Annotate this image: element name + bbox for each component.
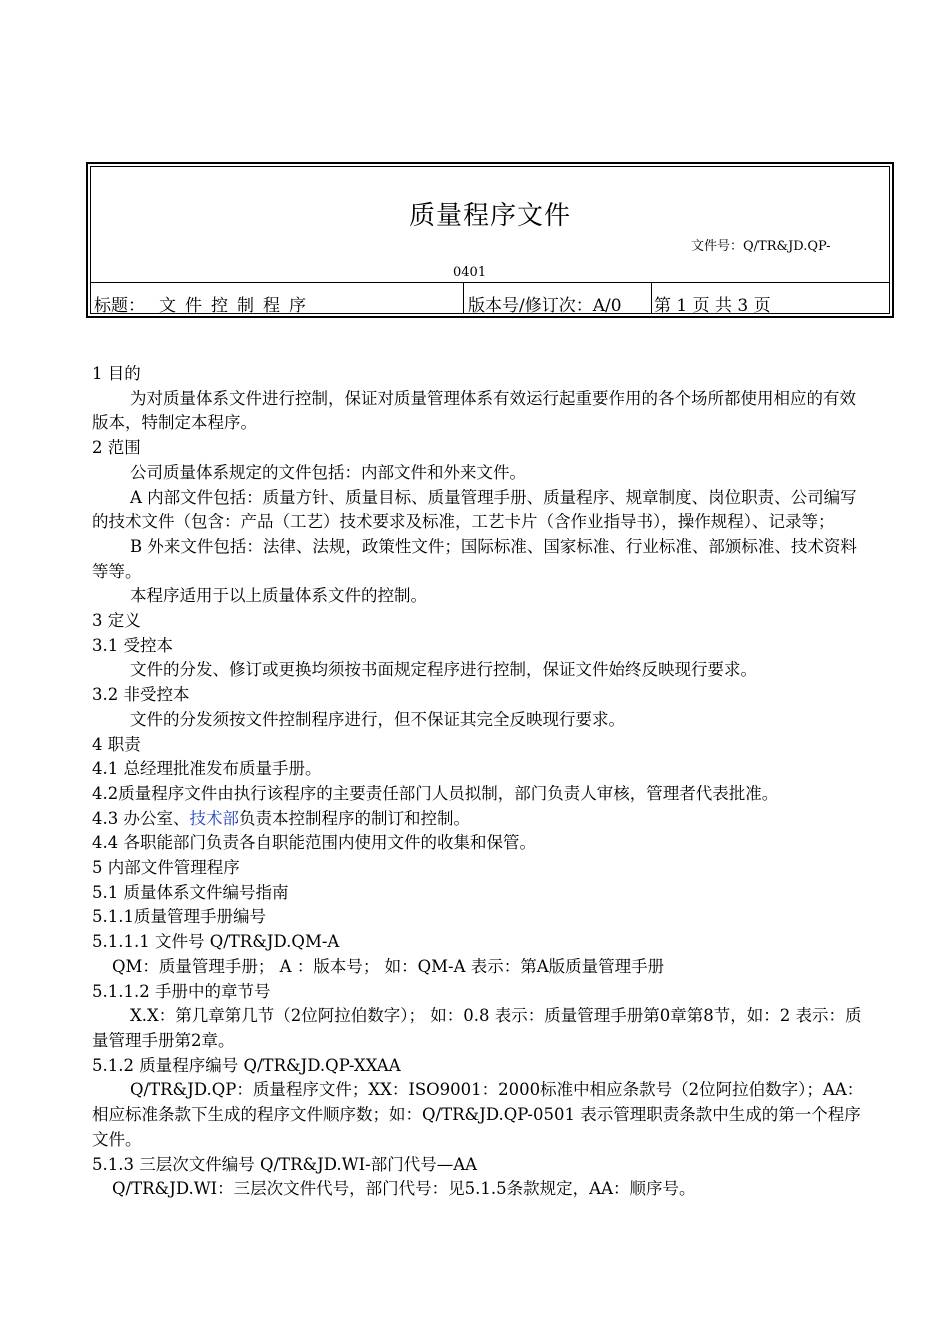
- list-item: 4.2质量程序文件由执行该程序的主要责任部门人员拟制，部门负责人审核，管理者代表批准。: [92, 783, 779, 803]
- paragraph: 为对质量体系文件进行控制，保证对质量管理体系有效运行起重要作用的各个场所都使用相应的有效版本，特制定本程序。: [92, 388, 856, 433]
- paragraph: Q/TR&JD.QP：质量程序文件；XX：ISO9001：2000标准中相应条款号（2位阿拉伯数字）；AA：相应标准条款下生成的程序文件顺序数；如：Q/TR&JD.QP-0501 表示管理职责条款中生成的第一个程序文件。: [92, 1080, 864, 1149]
- paragraph: X.X：第几章第几节（2位阿拉伯数字）； 如：0.8 表示：质量管理手册第0章第8节，如：2 表示：质量管理手册第2章。: [92, 1006, 862, 1050]
- document-header-table: [86, 162, 894, 318]
- subject-cell: [94, 291, 315, 316]
- list-item-text: 负责本控制程序的制订和控制。: [239, 808, 470, 828]
- page-count-cell: 第 1 页 共 3 页: [654, 296, 771, 316]
- header-cell-divider: [463, 282, 464, 313]
- subsection-heading: 5.1.1.1 文件号 Q/TR&JD.QM-A: [92, 932, 340, 952]
- list-item: 4.4 各职能部门负责各自职能范围内使用文件的收集和保管。: [92, 833, 536, 853]
- subsection-heading: 5.1.3 三层次文件编号 Q/TR&JD.WI-部门代号—AA: [92, 1154, 478, 1174]
- technical-department-link[interactable]: 技术部: [189, 808, 239, 828]
- header-cell-divider: [651, 282, 652, 313]
- list-item: 4.1 总经理批准发布质量手册。: [92, 759, 322, 779]
- subsection-heading: 3.2 非受控本: [92, 685, 190, 705]
- paragraph: 公司质量体系规定的文件包括：内部文件和外来文件。: [130, 462, 526, 482]
- list-item-text: 4.3 办公室、: [92, 808, 190, 828]
- section-heading: 4 职责: [92, 734, 141, 754]
- paragraph: A 内部文件包括：质量方针、质量目标、质量管理手册、质量程序、规章制度、岗位职责、公司编写的技术文件（包含：产品（工艺）技术要求及标准，工艺卡片（含作业指导书），操作规程）、记录等；: [92, 487, 857, 532]
- header-divider: [91, 282, 889, 283]
- subsection-heading: 5.1.1.2 手册中的章节号: [92, 981, 271, 1001]
- list-item: [92, 807, 872, 832]
- subject-label: 标题：: [94, 296, 145, 316]
- document-type-title: 质量程序文件: [408, 201, 571, 231]
- document-number-continued: 0401: [453, 265, 487, 280]
- subject-title: 文件控制程序: [159, 296, 315, 316]
- subsection-heading: 3.1 受控本: [92, 635, 173, 655]
- paragraph: 本程序适用于以上质量体系文件的控制。: [130, 586, 427, 606]
- paragraph: QM：质量管理手册； A ：版本号； 如：QM-A 表示：第A版质量管理手册: [112, 956, 665, 976]
- paragraph: 文件的分发、修订或更换均须按书面规定程序进行控制，保证文件始终反映现行要求。: [130, 660, 757, 680]
- header-inner-frame: [90, 166, 890, 314]
- section-heading: 1 目的: [92, 364, 141, 383]
- subsection-heading: 5.1.1质量管理手册编号: [92, 907, 266, 927]
- document-number: 文件号：Q/TR&JD.QP-: [691, 239, 831, 254]
- subsection-heading: 5.1 质量体系文件编号指南: [92, 882, 289, 902]
- paragraph: Q/TR&JD.WI：三层次文件代号，部门代号：见5.1.5条款规定，AA：顺序号。: [112, 1179, 696, 1199]
- section-heading: 5 内部文件管理程序: [92, 858, 240, 878]
- section-heading: 2 范围: [92, 438, 141, 458]
- section-heading: 3 定义: [92, 611, 141, 631]
- paragraph: 文件的分发须按文件控制程序进行，但不保证其完全反映现行要求。: [130, 709, 625, 729]
- subsection-heading: 5.1.2 质量程序编号 Q/TR&JD.QP-XXAA: [92, 1055, 401, 1075]
- paragraph: B 外来文件包括：法律、法规，政策性文件；国际标准、国家标准、行业标准、部颁标准、技术资料等等。: [92, 536, 857, 581]
- version-cell: 版本号/修订次：A/0: [468, 296, 622, 316]
- document-body: [92, 362, 872, 1202]
